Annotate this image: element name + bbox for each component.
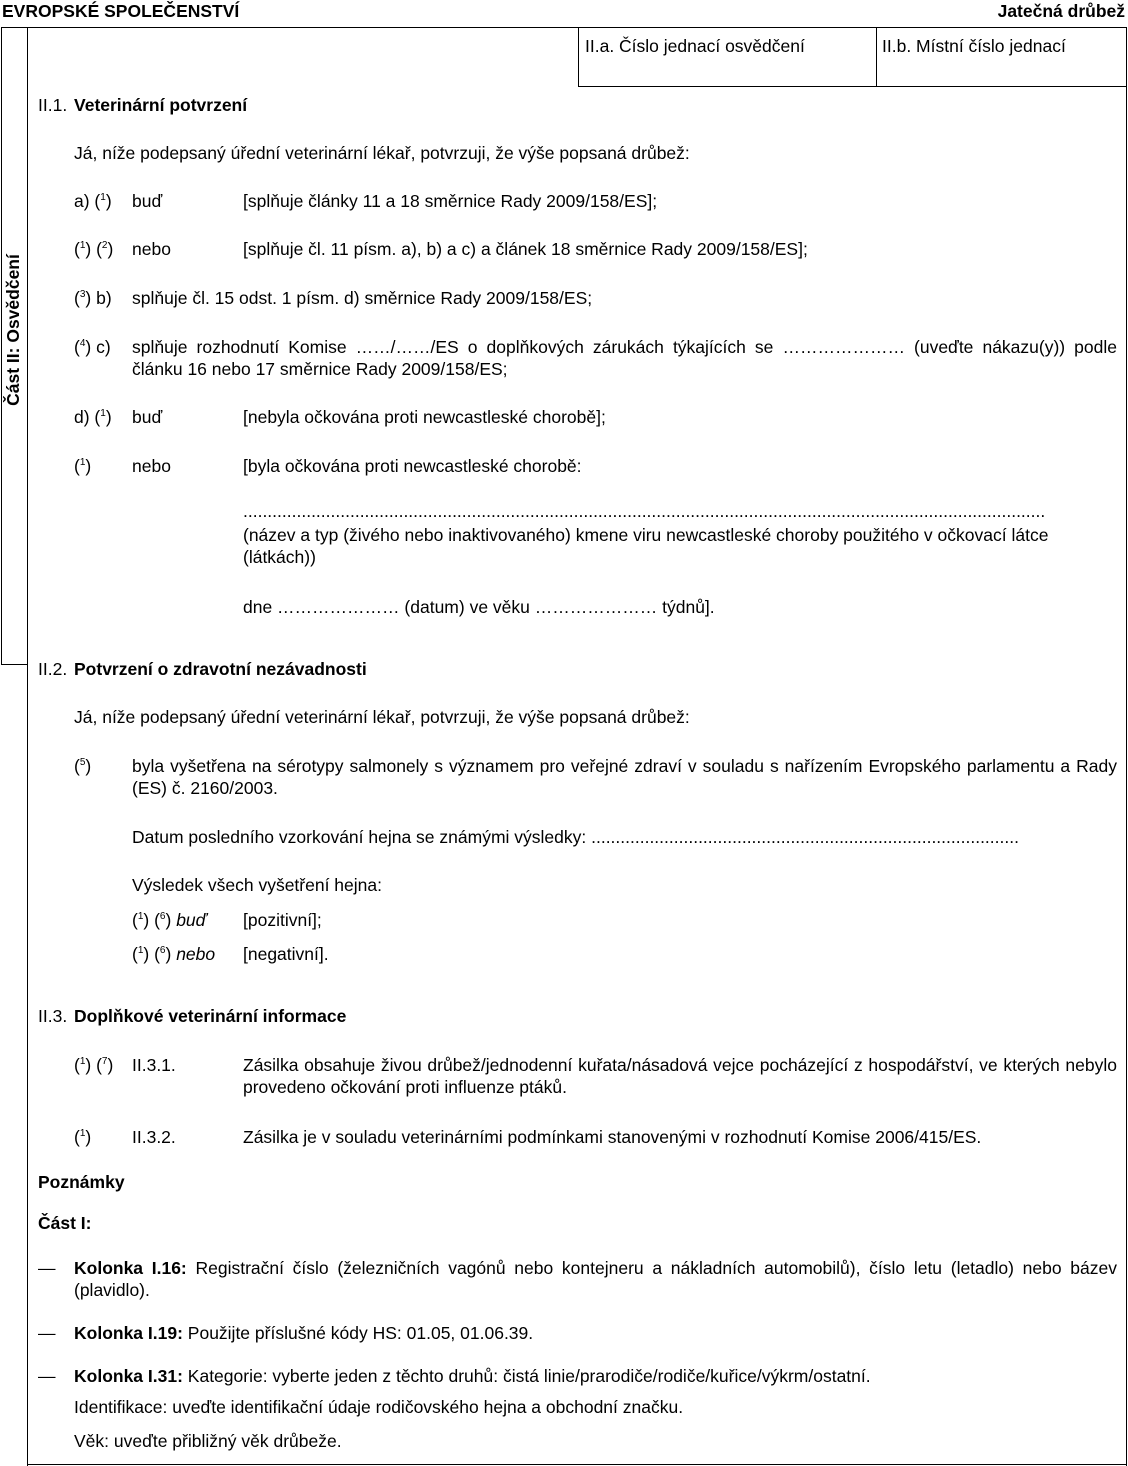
item-or-label: ($^1$) ($^2$) [74, 239, 114, 259]
notes-title: Poznámky [38, 1172, 125, 1192]
box-local-reference: II.b. Místní číslo jednací [882, 36, 1066, 56]
item-e-text: [byla očkována proti newcastleské chorobě: [243, 456, 582, 476]
outer-bottom-border [27, 1464, 1127, 1465]
info-2-text: Zásilka je v souladu veterinárními podmínkami stanovenými v rozhodnutí Komise 2006/415/ES. [243, 1127, 982, 1147]
item-d-label: d) ($^1$) [74, 407, 112, 427]
header-left: EVROPSKÉ SPOLEČENSTVÍ [2, 1, 240, 21]
section-2-intro: Já, níže podepsaný úřední veterinární lékař, potvrzuji, že výše popsaná drůbež: [74, 707, 690, 727]
outer-top-border [1, 27, 1127, 28]
box-bottom-border [578, 86, 1127, 87]
header-right: Jatečná drůbež [997, 1, 1125, 21]
info-2-label: ($^1$) [74, 1127, 92, 1147]
outer-right-border [1126, 27, 1127, 1466]
info-2-code: II.3.2. [132, 1127, 176, 1147]
info-1-text: Zásilka obsahuje živou drůbež/jednodenní kuřata/násadová vejce pocházející z hospodářství, ve kterých nebylo provedeno očkování proti influenze ptáků. [243, 1055, 1117, 1097]
section-1-title: Veterinární potvrzení [74, 95, 248, 115]
notes-part-i: Část I: [38, 1213, 92, 1233]
box-left-border [578, 27, 579, 87]
side-label: Část II: Osvědčení [3, 254, 23, 406]
result-positive-label: ($^1$) ($^6$) buď [132, 910, 207, 930]
note-3: Kolonka I.31: Kategorie: vyberte jeden z těchto druhů: čistá linie/prarodiče/rodiče/kuřice/výkrm/ostatní. [74, 1366, 871, 1386]
item-or-word: nebo [132, 239, 171, 259]
section-3-title: Doplňkové veterinární informace [74, 1006, 347, 1026]
side-bottom-border [1, 664, 28, 665]
item-c-text: splňuje rozhodnutí Komise ……/……/ES o doplňkových zárukách týkajících se ………………… (uveďte nákazu(y)) podle článku 16 nebo 17 směrnice Rady 2009/158/ES; [132, 337, 1117, 379]
note-1: Kolonka I.16: Registrační číslo (železničních vagónů nebo kontejneru a nákladních automobilů), číslo letu (letadlo) nebo bázev (plavidlo). [74, 1258, 1117, 1300]
section-2-title: Potvrzení o zdravotní nezávadnosti [74, 659, 367, 679]
result-negative-text: [negativní]. [243, 944, 329, 964]
last-sampling-date: Datum posledního vzorkování hejna se známými výsledky: ........................................................................................ [132, 827, 1019, 847]
item-e-label: ($^1$) [74, 456, 92, 476]
result-positive-text: [pozitivní]; [243, 910, 322, 930]
item-or-text: [splňuje čl. 11 písm. a), b) a c) a článek 18 směrnice Rady 2009/158/ES]; [243, 239, 808, 259]
item-d-word: buď [132, 407, 163, 427]
inner-left-border [27, 27, 28, 1466]
item-d-text: [nebyla očkována proti newcastleské chorobě]; [243, 407, 606, 427]
note-2: Kolonka I.19: Použijte příslušné kódy HS: 01.05, 01.06.39. [74, 1323, 534, 1343]
section-1-number: II.1. [38, 95, 68, 115]
info-1-code: II.3.1. [132, 1055, 176, 1075]
section-3-number: II.3. [38, 1006, 68, 1026]
note-3-dash: — [38, 1366, 56, 1386]
vaccine-dotted-line: ..................................................................................................................................................................... [243, 501, 1046, 521]
salmonella-text: byla vyšetřena na sérotypy salmonely s významem pro veřejné zdraví v souladu s nařízením Evropského parlamentu a Rady (ES) č. 2160/2003. [132, 756, 1117, 798]
item-c-label: ($^4$) c) [74, 337, 111, 357]
item-b-text: splňuje čl. 15 odst. 1 písm. d) směrnice Rady 2009/158/ES; [132, 288, 593, 308]
note-1-dash: — [38, 1258, 56, 1278]
section-1-intro: Já, níže podepsaný úřední veterinární lékař, potvrzuji, že výše popsaná drůbež: [74, 143, 690, 163]
section-2-number: II.2. [38, 659, 68, 679]
salmonella-label: ($^5$) [74, 756, 92, 776]
item-a-label: a) ($^1$) [74, 191, 112, 211]
vaccination-date-line: dne ………………… (datum) ve věku ………………… týdnů]. [243, 597, 715, 617]
note-3-identification: Identifikace: uveďte identifikační údaje rodičovského hejna a obchodní značku. [74, 1397, 684, 1417]
item-a-text: [splňuje články 11 a 18 směrnice Rady 2009/158/ES]; [243, 191, 658, 211]
item-e-word: nebo [132, 456, 171, 476]
item-b-label: ($^3$) b) [74, 288, 112, 308]
result-negative-label: ($^1$) ($^6$) nebo [132, 944, 216, 964]
note-2-dash: — [38, 1323, 56, 1343]
note-3-age: Věk: uveďte přibližný věk drůbeže. [74, 1431, 342, 1451]
info-1-label: ($^1$) ($^7$) [74, 1055, 114, 1075]
box-certificate-reference: II.a. Číslo jednací osvědčení [585, 36, 805, 56]
item-a-word: buď [132, 191, 163, 211]
results-label: Výsledek všech vyšetření hejna: [132, 875, 382, 895]
vaccine-strain-caption: (název a typ (živého nebo inaktivovaného) kmene viru newcastleské choroby použitého v očkovací látce (látkách)) [243, 525, 1049, 567]
box-divider [876, 27, 877, 87]
